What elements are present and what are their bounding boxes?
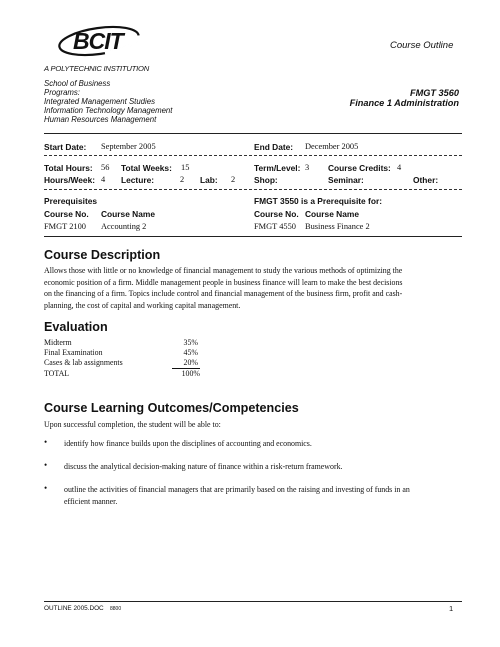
description-line: economic position of a firm. Middle management people in business finance will learn to make the best decisions — [44, 277, 403, 287]
credits-value: 4 — [397, 163, 402, 172]
eval-pct: 35% — [183, 338, 198, 347]
total-hours-label: Total Hours: — [44, 163, 93, 173]
footer-divider — [44, 601, 462, 602]
outcome-item: identify how finance builds upon the disciplines of accounting and economics. — [64, 439, 312, 448]
description-line: Allows those with little or no knowledge of financial management to study the various methods of optimizing the — [44, 266, 403, 275]
footer-code: 8800 — [110, 606, 122, 612]
other-label: Other: — [413, 175, 439, 185]
credits-label: Course Credits: — [328, 163, 391, 173]
outcome-item — [64, 484, 474, 507]
program-1: Integrated Management Studies — [44, 97, 155, 106]
eval-pct: 20% — [183, 358, 198, 367]
tagline: A POLYTECHNIC INSTITUTION — [44, 64, 149, 73]
bullet-icon: • — [44, 437, 48, 447]
eval-total-label: TOTAL — [44, 369, 70, 378]
eval-item: Cases & lab assignments — [44, 358, 123, 367]
prereq-col-no: Course No. — [44, 209, 89, 219]
footer-filename: OUTLINE 2005.DOC — [44, 605, 104, 612]
eval-pct: 45% — [183, 348, 198, 357]
programs-label: Programs: — [44, 88, 80, 97]
prereq-course-name: Accounting 2 — [101, 222, 147, 231]
school: School of Business — [44, 79, 111, 88]
start-date-value: September 2005 — [101, 142, 156, 151]
eval-item: Final Examination — [44, 348, 103, 357]
page-number: 1 — [449, 604, 454, 613]
prereq-col-name: Course Name — [101, 209, 155, 219]
seminar-label: Seminar: — [328, 175, 364, 185]
prereq-divider — [44, 236, 462, 237]
start-date-label: Start Date: — [44, 142, 87, 152]
prereq-for-course-no: FMGT 4550 — [254, 222, 296, 231]
logo-text: BCIT — [73, 28, 123, 54]
course-code: FMGT 3560 — [409, 88, 459, 98]
shop-label: Shop: — [254, 175, 278, 185]
hours-week-value: 4 — [101, 175, 106, 184]
lab-label: Lab: — [200, 175, 218, 185]
eval-total-value: 100% — [181, 369, 200, 378]
term-label: Term/Level: — [254, 163, 301, 173]
hours-divider — [44, 189, 462, 190]
outcome-line: efficient manner. — [64, 496, 118, 506]
end-date-value: December 2005 — [305, 142, 359, 151]
prereq-for-col-no: Course No. — [254, 209, 299, 219]
total-weeks-value: 15 — [181, 163, 190, 172]
lab-value: 2 — [231, 175, 236, 184]
bullet-icon: • — [44, 483, 48, 493]
program-2: Information Technology Management — [44, 106, 173, 115]
prereq-for-title: FMGT 3550 is a Prerequisite for: — [254, 196, 382, 206]
description-line: on the financing of a firm. Topics include control and financial management of the business firm, profit and cash- — [44, 289, 403, 298]
description-line: planning, the cost of capital and working capital management. — [44, 300, 241, 310]
prereq-title: Prerequisites — [44, 196, 98, 206]
hours-week-label: Hours/Week: — [44, 175, 96, 185]
outcomes-intro: Upon successful completion, the student will be able to: — [44, 420, 221, 429]
eval-item: Midterm — [44, 338, 72, 347]
total-weeks-label: Total Weeks: — [121, 163, 172, 173]
term-value: 3 — [305, 163, 310, 172]
doc-type: Course Outline — [390, 40, 454, 51]
end-date-label: End Date: — [254, 142, 294, 152]
lecture-value: 2 — [180, 175, 185, 184]
prereq-course-no: FMGT 2100 — [44, 222, 86, 231]
description-heading: Course Description — [44, 248, 161, 262]
total-hours-value: 56 — [101, 163, 110, 172]
outcome-item: discuss the analytical decision-making nature of finance within a risk-return framework. — [64, 462, 343, 471]
program-3: Human Resources Management — [44, 115, 157, 124]
bcit-logo — [55, 20, 150, 62]
prereq-for-col-name: Course Name — [305, 209, 359, 219]
outcomes-heading: Course Learning Outcomes/Competencies — [44, 401, 299, 415]
header-divider — [44, 133, 462, 134]
description-text — [44, 265, 474, 311]
outcome-line: outline the activities of financial managers that are primarily based on the raising and investing of funds in an — [64, 485, 410, 494]
course-title: Finance 1 Administration — [349, 98, 459, 108]
evaluation-heading: Evaluation — [44, 320, 108, 334]
lecture-label: Lecture: — [121, 175, 155, 185]
bullet-icon: • — [44, 460, 48, 470]
dates-divider — [44, 155, 462, 156]
prereq-for-course-name: Business Finance 2 — [305, 222, 370, 231]
